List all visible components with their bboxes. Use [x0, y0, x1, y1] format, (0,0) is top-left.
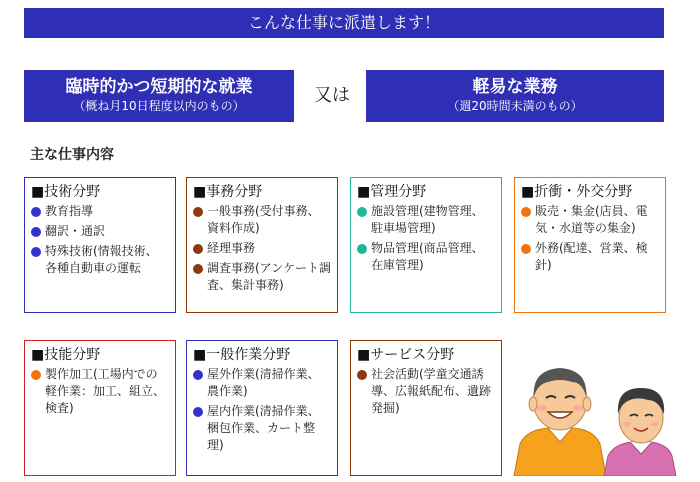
- bullet-dot-icon: [521, 244, 531, 254]
- condition-box-short-term: [24, 70, 294, 122]
- bullet-dot-icon: [31, 227, 41, 237]
- card-title: ■管理分野: [357, 184, 427, 200]
- page-banner: こんな仕事に派遣します！: [24, 8, 664, 38]
- card-title: ■サービス分野: [357, 347, 455, 363]
- bullet-dot-icon: [193, 207, 203, 217]
- list-item: 調査事務(アンケート調査、集計事務): [193, 260, 331, 294]
- list-item: 物品管理(商品管理、在庫管理): [357, 240, 495, 274]
- bullet-dot-icon: [193, 370, 203, 380]
- card-skilled: [24, 340, 176, 476]
- list-item: 製作加工(工場内での軽作業：加工、組立、検査): [31, 366, 169, 417]
- card-title: ■技能分野: [31, 347, 101, 363]
- list-item: 屋内作業(清掃作業、梱包作業、カート整理): [193, 403, 331, 454]
- card-title: ■一般作業分野: [193, 347, 291, 363]
- list-item: 経理事務: [193, 240, 331, 257]
- list-item: 社会活動(学童交通誘導、広報紙配布、遺跡発掘): [357, 366, 495, 417]
- card-general-work: [186, 340, 338, 476]
- bullet-dot-icon: [31, 207, 41, 217]
- list-item: 屋外作業(清掃作業、農作業): [193, 366, 331, 400]
- card-negotiation: [514, 177, 666, 313]
- section-title: 主な仕事内容: [30, 147, 114, 163]
- bullet-dot-icon: [193, 244, 203, 254]
- list-item: 販売・集金(店員、電気・水道等の集金): [521, 203, 659, 237]
- condition-title: 軽易な業務: [472, 77, 558, 97]
- condition-title: 臨時的かつ短期的な就業: [65, 77, 253, 97]
- bullet-dot-icon: [193, 264, 203, 274]
- seniors-illustration: [512, 352, 678, 476]
- card-service: [350, 340, 502, 476]
- condition-box-light-work: [366, 70, 664, 122]
- bullet-dot-icon: [521, 207, 531, 217]
- list-item: 教育指導: [31, 203, 169, 220]
- list-item: 施設管理(建物管理、駐車場管理): [357, 203, 495, 237]
- list-item: 一般事務(受付事務、資料作成): [193, 203, 331, 237]
- card-title: ■折衝・外交分野: [521, 184, 633, 200]
- condition-subtitle: （週20時間未満のもの）: [447, 99, 583, 113]
- bullet-dot-icon: [31, 370, 41, 380]
- bullet-dot-icon: [357, 244, 367, 254]
- condition-subtitle: （概ね月10日程度以内のもの）: [73, 99, 245, 113]
- bullet-dot-icon: [31, 247, 41, 257]
- list-item: 翻訳・通訳: [31, 223, 169, 240]
- bullet-dot-icon: [193, 407, 203, 417]
- card-management: [350, 177, 502, 313]
- card-technical: [24, 177, 176, 313]
- bullet-dot-icon: [357, 207, 367, 217]
- card-office: [186, 177, 338, 313]
- card-title: ■事務分野: [193, 184, 263, 200]
- list-item: 特殊技術(情報技術、各種自動車の運転: [31, 243, 169, 277]
- bullet-dot-icon: [357, 370, 367, 380]
- list-item: 外務(配達、営業、検針): [521, 240, 659, 274]
- card-title: ■技術分野: [31, 184, 101, 200]
- or-label: 又は: [314, 85, 350, 106]
